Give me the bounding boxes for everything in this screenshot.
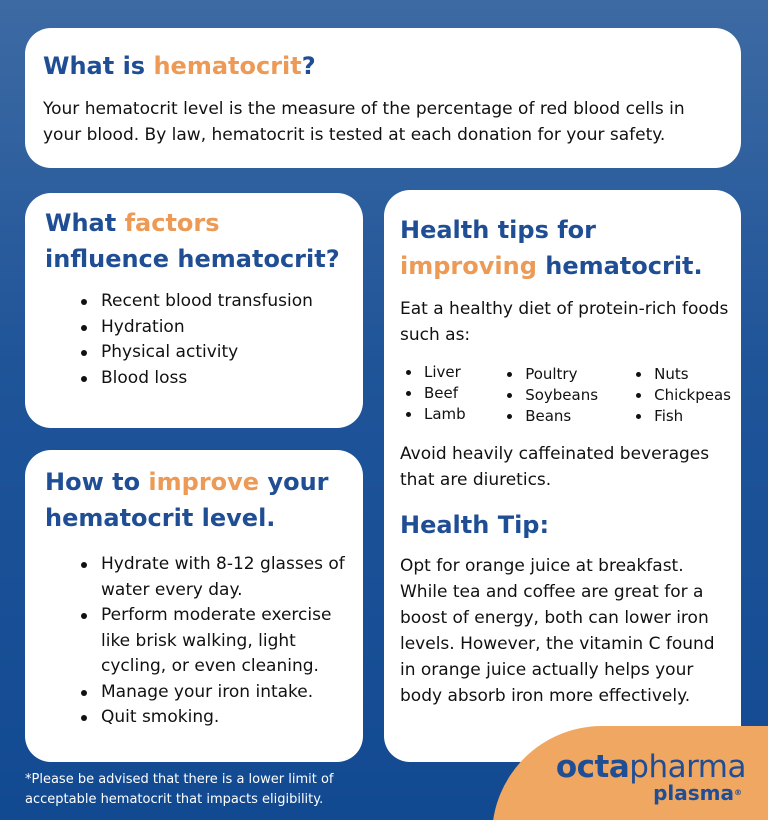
octapharma-plasma-logo	[556, 750, 746, 803]
improve-title	[45, 464, 351, 536]
food-item: Beef	[400, 383, 501, 404]
what-is-hematocrit-body: Your hematocrit level is the measure of the percentage of red blood cells in your blood. By law, hematocrit is tested at each donation for your safety.	[43, 99, 685, 145]
list-item: Manage your iron intake.	[77, 680, 351, 706]
foods-column	[630, 362, 731, 427]
foods-column	[400, 362, 501, 427]
logo-subtitle	[556, 783, 742, 803]
food-item: Soybeans	[501, 385, 630, 406]
list-item: Quit smoking.	[77, 705, 351, 731]
title-text: your hematocrit level.	[45, 468, 329, 532]
logo-wordmark	[556, 750, 746, 784]
health-tip-body: Opt for orange juice at breakfast. While tea and coffee are great for a boost of energy, both can lower iron levels. However, the vitamin C found in orange juice actually helps your body absorb iron more effectively.	[400, 556, 715, 706]
list-item: Blood loss	[77, 366, 349, 392]
title-text: What is	[43, 52, 154, 80]
foods-grid	[400, 362, 731, 427]
improve-card	[25, 450, 363, 762]
logo-part-bold: octa	[555, 749, 630, 785]
title-text: ?	[301, 52, 316, 80]
food-item: Chickpeas	[630, 385, 731, 406]
list-item: Recent blood transfusion	[77, 289, 349, 315]
food-item: Liver	[400, 362, 501, 383]
food-item: Nuts	[630, 364, 731, 385]
logo-subtitle-text: plasma	[653, 781, 734, 805]
food-item: Lamb	[400, 404, 501, 425]
title-text: influence hematocrit?	[45, 245, 340, 273]
health-tips-card	[384, 190, 741, 762]
title-highlight: hematocrit	[153, 52, 302, 80]
health-tip-title: Health Tip:	[400, 511, 550, 539]
factors-card	[25, 193, 363, 428]
factors-list	[77, 289, 349, 391]
list-item: Hydration	[77, 315, 349, 341]
improve-list	[77, 552, 351, 731]
title-highlight: improve	[148, 468, 260, 496]
food-item: Beans	[501, 406, 630, 427]
avoid-text: Avoid heavily caffeinated beverages that are diuretics.	[400, 444, 710, 490]
what-is-hematocrit-title	[43, 48, 721, 84]
title-highlight: improving	[400, 252, 537, 280]
list-item: Physical activity	[77, 340, 349, 366]
food-item: Poultry	[501, 364, 630, 385]
title-text: hematocrit.	[536, 252, 703, 280]
health-tips-title	[400, 212, 731, 284]
title-text: What	[45, 209, 125, 237]
title-text: How to	[45, 468, 149, 496]
title-text: Health tips for	[400, 216, 596, 244]
foods-intro: Eat a healthy diet of protein-rich foods such as:	[400, 299, 729, 345]
list-item: Perform moderate exercise like brisk walking, light cycling, or even cleaning.	[77, 603, 351, 680]
what-is-hematocrit-card	[25, 28, 741, 168]
food-item: Fish	[630, 406, 731, 427]
logo-part-light: pharma	[629, 749, 746, 785]
foods-column	[501, 362, 630, 427]
registered-mark: ®	[734, 788, 742, 797]
list-item: Hydrate with 8-12 glasses of water every day.	[77, 552, 351, 603]
title-highlight: factors	[124, 209, 220, 237]
eligibility-footnote: *Please be advised that there is a lower limit of acceptable hematocrit that impacts eligibility.	[25, 772, 334, 807]
factors-title	[45, 205, 349, 277]
